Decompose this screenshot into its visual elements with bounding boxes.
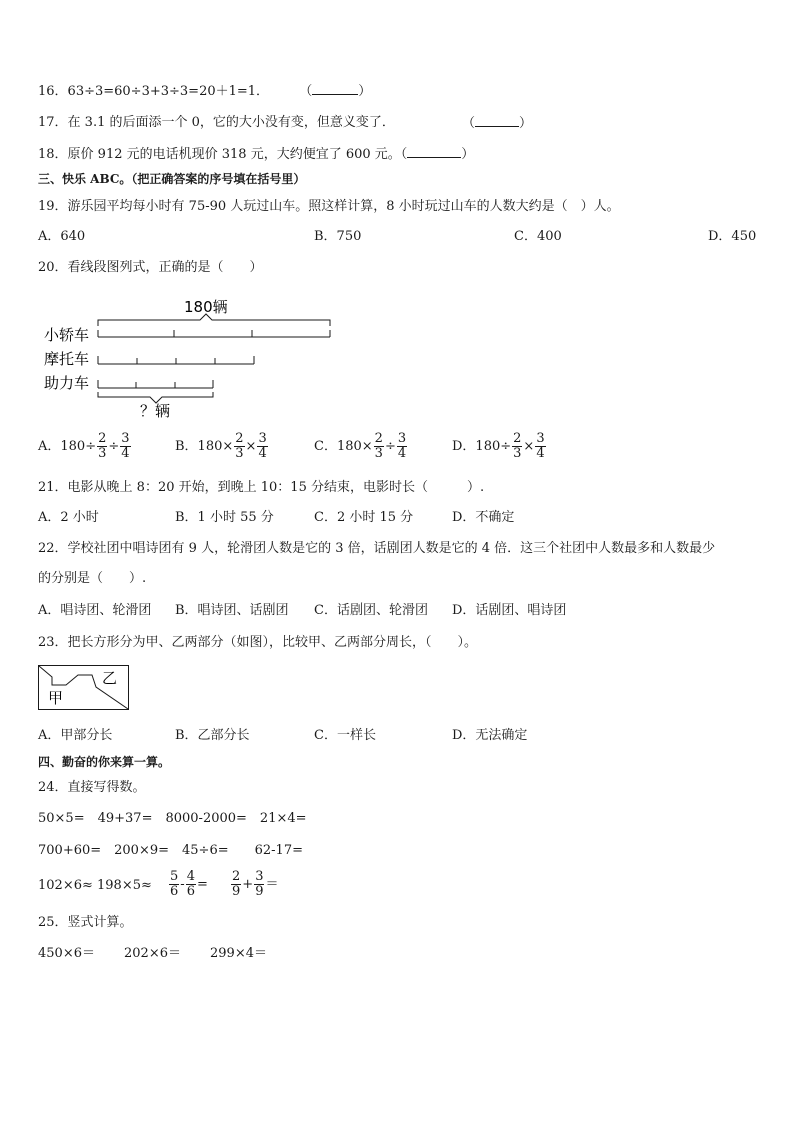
answer-blank-18[interactable] — [407, 145, 461, 158]
question-22-text-line1: 22．学校社团中唱诗团有 9 人，轮滑团人数是它的 3 倍，话剧团人数是它的 4 倍．这三个社团中人数最多和人数最少 — [38, 541, 716, 556]
q24-row-2: 700+60= 200×9= 45÷6= 62-17= — [38, 843, 303, 858]
question-25-text: 25．竖式计算。 — [38, 915, 133, 930]
q20-option-b[interactable]: B．180× $\frac{2}{3}$ × $\frac{3}{4}$ — [175, 431, 267, 461]
car-segment — [98, 330, 330, 337]
moped-segment — [98, 380, 213, 388]
q19-option-b[interactable]: B．750 — [314, 229, 362, 244]
q20-option-c[interactable]: C．180× $\frac{2}{3}$ ÷ $\frac{3}{4}$ — [314, 431, 407, 461]
q25-item-1: 450×6＝ — [38, 946, 95, 961]
q23-option-a[interactable]: A．甲部分长 — [38, 728, 113, 743]
question-17 — [38, 114, 395, 132]
q24-fraction-expression-1: $\frac{5}{6}$ - $\frac{4}{6}$ = — [170, 869, 208, 899]
q21-option-b[interactable]: B．1 小时 55 分 — [175, 510, 274, 525]
motorcycle-segment — [98, 356, 254, 364]
question-16: 16．63÷3=60÷3+3÷3=20＋1=1． （ ） — [38, 84, 372, 99]
q19-option-a[interactable]: A．640 — [38, 229, 86, 244]
row-label-motorcycle: 摩托车 — [44, 350, 90, 368]
question-18-text: 18．原价 912 元的电话机现价 318 元，大约便宜了 600 元。（ — [38, 147, 408, 162]
question-17-text: 17．在 3.1 的后面添一个 0，它的大小没有变，但意义变了． — [38, 115, 395, 130]
q20-option-a[interactable]: A．180÷ $\frac{2}{3}$ ÷ $\frac{3}{4}$ — [38, 431, 130, 461]
rectangle-diagram — [38, 665, 130, 711]
question-24-text: 24．直接写得数。 — [38, 780, 146, 795]
question-22-text-line2: 的分别是（ ）. — [38, 571, 147, 586]
section-3-heading: 三、快乐 ABC。（把正确答案的序号填在括号里） — [38, 172, 306, 186]
q22-option-c[interactable]: C．话剧团、轮滑团 — [314, 603, 428, 618]
q21-option-c[interactable]: C．2 小时 15 分 — [314, 510, 414, 525]
answer-blank-16[interactable] — [312, 82, 358, 95]
q21-option-a[interactable]: A．2 小时 — [38, 510, 99, 525]
question-23-text: 23．把长方形分为甲、乙两部分（如图），比较甲、乙两部分周长，（ ）。 — [38, 635, 478, 650]
question-19-text: 19．游乐园平均每小时有 75-90 人玩过山车。照这样计算，8 小时玩过山车的人数大约是（ ）人。 — [38, 199, 620, 214]
row-label-car: 小轿车 — [44, 326, 90, 344]
question-20-text: 20．看线段图列式，正确的是（ ） — [38, 260, 263, 275]
q22-option-a[interactable]: A．唱诗团、轮滑团 — [38, 603, 152, 618]
label-jia: 甲 — [48, 689, 64, 707]
q21-option-d[interactable]: D．不确定 — [452, 510, 515, 525]
q19-option-c[interactable]: C．400 — [514, 229, 562, 244]
line-segment-diagram — [40, 292, 340, 422]
q20-option-d[interactable]: D．180÷ $\frac{2}{3}$ × $\frac{3}{4}$ — [452, 431, 545, 461]
question-21-text: 21．电影从晚上 8：20 开始，到晚上 10：15 分结束，电影时长（ ）. — [38, 480, 485, 495]
q25-item-2: 202×6＝ — [124, 946, 181, 961]
q23-option-d[interactable]: D．无法确定 — [452, 728, 528, 743]
q24-row-3-prefix: 102×6≈ 198×5≈ — [38, 878, 152, 893]
q23-option-b[interactable]: B．乙部分长 — [175, 728, 250, 743]
q22-option-b[interactable]: B．唱诗团、话剧团 — [175, 603, 289, 618]
total-label: 180辆 — [184, 298, 228, 316]
answer-blank-17[interactable] — [475, 114, 519, 127]
label-yi: 乙 — [102, 669, 118, 687]
question-17-answer: （ ） — [462, 116, 533, 131]
section-4-heading: 四、勤奋的你来算一算。 — [38, 755, 171, 769]
q23-option-c[interactable]: C．一样长 — [314, 728, 376, 743]
row-label-moped: 助力车 — [44, 374, 90, 392]
question-16-text: 16．63÷3=60÷3+3÷3=20＋1=1． — [38, 84, 270, 99]
q19-option-d[interactable]: D．450 — [708, 229, 757, 244]
q25-item-3: 299×4＝ — [210, 946, 267, 961]
q24-row-1: 50×5= 49+37= 8000-2000= 21×4= — [38, 811, 307, 826]
unknown-label: ？辆 — [140, 402, 171, 420]
q22-option-d[interactable]: D．话剧团、唱诗团 — [452, 603, 567, 618]
q24-fraction-expression-2: $\frac{2}{9}$ + $\frac{3}{9}$ ＝ — [232, 869, 279, 899]
question-18: 18．原价 912 元的电话机现价 318 元，大约便宜了 600 元。（ ） — [38, 147, 475, 162]
